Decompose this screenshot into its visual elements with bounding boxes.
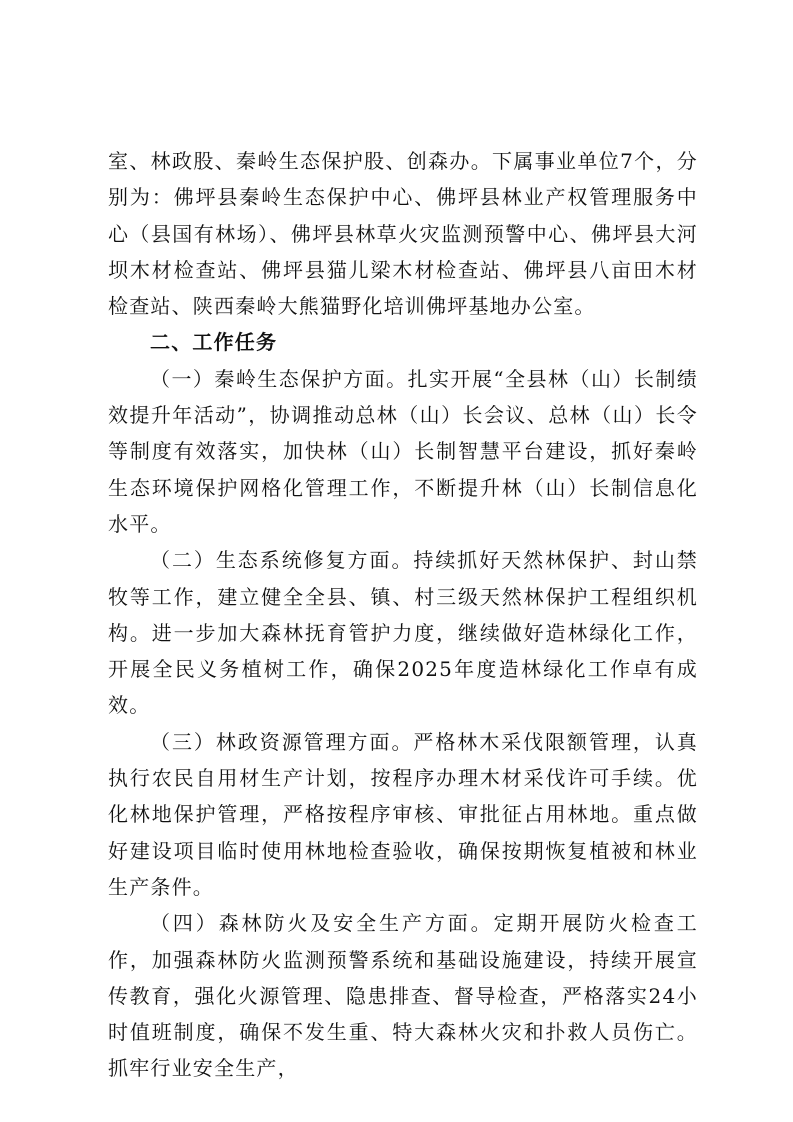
paragraph-item-4	[108, 905, 698, 1086]
item-4-lead: （四）森林防火及安全生产方面。	[150, 911, 494, 936]
item-1-lead: （一）秦岭生态保护方面。	[150, 366, 408, 391]
paragraph-item-2	[108, 542, 698, 723]
item-2-lead: （二）生态系统修复方面。	[150, 548, 414, 573]
section-title: 二、工作任务	[150, 330, 278, 355]
document-page	[108, 143, 698, 1087]
paragraph-item-3	[108, 724, 698, 905]
item-4-body: 定期开展防火检查工作，加强森林防火监测预警系统和基础设施建设，持续开展宣传教育，强化火源管理、隐患排查、督导检查，严格落实24小时值班制度，确保不发生重、特大森林火灾和扑救人员伤亡。抓牢行业安全生产，	[108, 911, 698, 1081]
paragraph-item-1	[108, 361, 698, 542]
item-3-lead: （三）林政资源管理方面。	[150, 729, 414, 754]
item-3-body: 严格林木采伐限额管理，认真执行农民自用材生产计划，按程序办理木材采伐许可手续。优化林地保护管理，严格按程序审核、审批征占用林地。重点做好建设项目临时使用林地检查验收，确保按期恢复植被和林业生产条件。	[108, 729, 698, 899]
item-1-body: 扎实开展“全县林（山）长制绩效提升年活动”，协调推动总林（山）长会议、总林（山）长令等制度有效落实，加快林（山）长制智慧平台建设，抓好秦岭生态环境保护网格化管理工作，不断提升林（山）长制信息化水平。	[108, 366, 698, 536]
paragraph-units: 室、林政股、秦岭生态保护股、创森办。下属事业单位7个，分别为：佛坪县秦岭生态保护中心、佛坪县林业产权管理服务中心（县国有林场）、佛坪县林草火灾监测预警中心、佛坪县大河坝木材检查站、佛坪县猫儿梁木材检查站、佛坪县八亩田木材检查站、陕西秦岭大熊猫野化培训佛坪基地办公室。	[108, 149, 698, 319]
item-2-body: 持续抓好天然林保护、封山禁牧等工作，建立健全全县、镇、村三级天然林保护工程组织机构。进一步加大森林抚育管护力度，继续做好造林绿化工作，开展全民义务植树工作，确保2025年度造林绿化工作卓有成效。	[108, 548, 698, 718]
